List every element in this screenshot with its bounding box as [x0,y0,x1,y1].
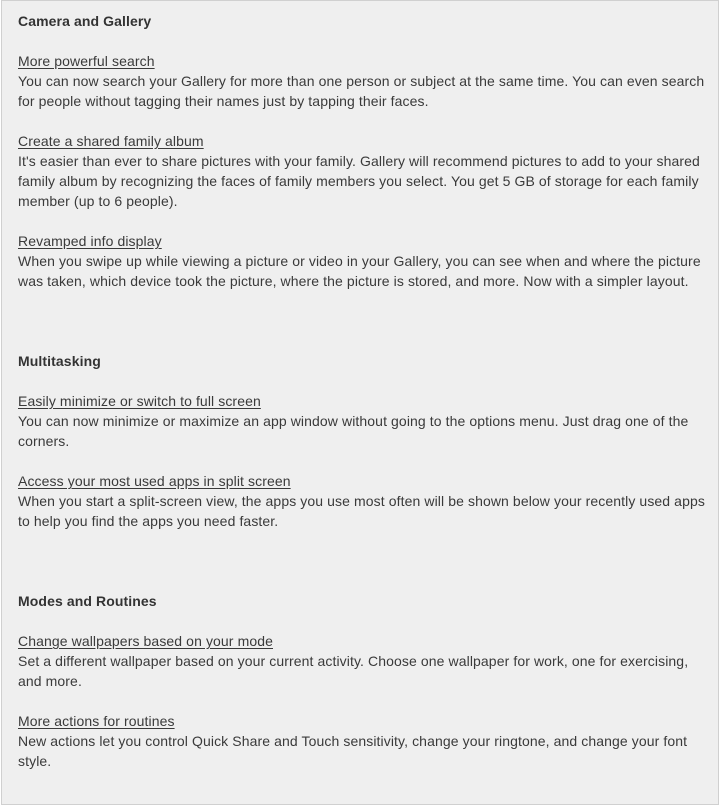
section-title: Camera and Gallery [18,13,152,29]
feature-link-split-screen-apps[interactable]: Access your most used apps in split screen [18,473,291,489]
feature-description: When you start a split-screen view, the apps you use most often will be shown below your recently used apps to help you find the apps you need faster. [18,493,705,529]
feature-item [18,711,708,771]
feature-link-routine-actions[interactable]: More actions for routines [18,713,175,729]
feature-description: When you swipe up while viewing a picture or video in your Gallery, you can see when and where the picture was taken, which device took the picture, where the picture is stored, and more. Now with a simpler layout. [18,253,701,289]
feature-link-shared-family-album[interactable]: Create a shared family album [18,133,204,149]
feature-link-more-powerful-search[interactable]: More powerful search [18,53,155,69]
feature-item [18,131,708,211]
feature-description: Set a different wallpaper based on your current activity. Choose one wallpaper for work, one for exercising, and more. [18,653,689,689]
feature-item [18,471,708,531]
feature-link-mode-wallpapers[interactable]: Change wallpapers based on your mode [18,633,273,649]
feature-description: You can now search your Gallery for more than one person or subject at the same time. You can even search for people without tagging their names just by tapping their faces. [18,73,705,109]
feature-description: It's easier than ever to share pictures with your family. Gallery will recommend pictures to add to your shared family album by recognizing the faces of family members you select. You get 5 GB of storage for each family member (up to 6 people). [18,153,700,209]
feature-link-revamped-info-display[interactable]: Revamped info display [18,233,162,249]
section-multitasking [18,351,708,531]
feature-description: New actions let you control Quick Share and Touch sensitivity, change your ringtone, and change your font style. [18,733,688,769]
release-notes-panel [1,0,719,805]
feature-item [18,391,708,451]
section-modes-routines [18,591,708,771]
feature-item [18,631,708,691]
feature-item [18,51,708,111]
release-notes-content [18,11,708,771]
section-title: Modes and Routines [18,593,157,609]
feature-description: You can now minimize or maximize an app window without going to the options menu. Just drag one of the corners. [18,413,689,449]
section-title: Multitasking [18,353,101,369]
section-camera-gallery [18,11,708,291]
feature-link-minimize-full-screen[interactable]: Easily minimize or switch to full screen [18,393,261,409]
feature-item [18,231,708,291]
